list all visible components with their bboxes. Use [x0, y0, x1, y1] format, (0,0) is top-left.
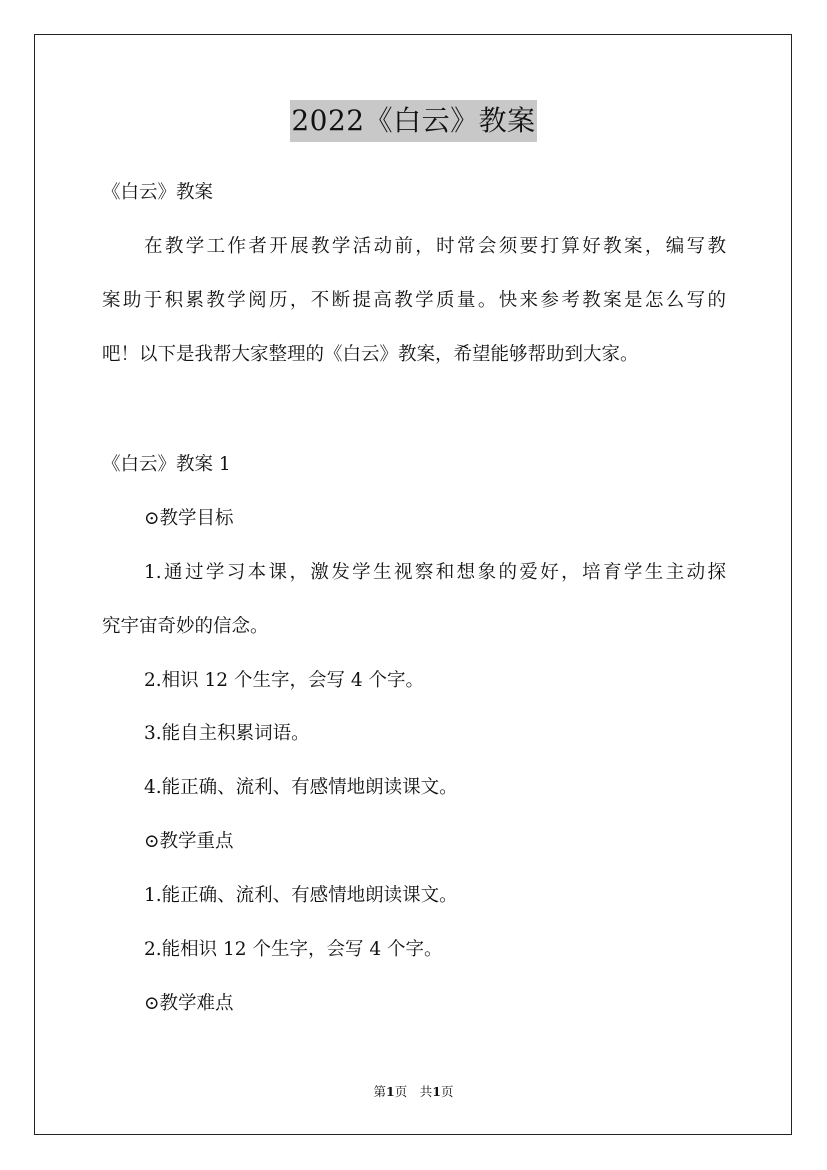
page-number: 1: [386, 1084, 395, 1099]
section-heading: 《白云》教案 1: [102, 454, 231, 475]
page-footer: [0, 1083, 827, 1101]
goal-4: 4.能正确、流利、有感情地朗读课文。: [144, 777, 458, 798]
footer-prefix: 第: [373, 1084, 387, 1099]
footer-middle: 页 共: [394, 1084, 433, 1099]
goals-heading: ⊙教学目标: [144, 508, 234, 529]
intro-line-2: 案助于积累教学阅历，不断提高教学质量。快来参考教案是怎么写的: [102, 290, 726, 311]
intro-line-1: 在教学工作者开展教学活动前，时常会须要打算好教案，编写教: [144, 236, 726, 257]
goal-2: 2.相识 12 个生字，会写 4 个字。: [144, 670, 424, 691]
document-title: 2022《白云》教案: [290, 100, 536, 142]
intro-line-3: 吧！以下是我帮大家整理的《白云》教案，希望能够帮助到大家。: [102, 344, 639, 365]
goal-3: 3.能自主积累词语。: [144, 723, 310, 744]
difficulty-heading: ⊙教学难点: [144, 993, 234, 1014]
page-total: 1: [432, 1084, 441, 1099]
key-2: 2.能相识 12 个生字，会写 4 个字。: [144, 939, 443, 960]
title-container: [0, 100, 827, 142]
subtitle: 《白云》教案: [102, 182, 214, 203]
goal-1-line-2: 究宇宙奇妙的信念。: [102, 616, 269, 637]
key-1: 1.能正确、流利、有感情地朗读课文。: [144, 885, 458, 906]
goal-1-line-1: 1.通过学习本课，激发学生视察和想象的爱好，培育学生主动探: [144, 562, 726, 583]
footer-suffix: 页: [440, 1084, 454, 1099]
key-heading: ⊙教学重点: [144, 831, 234, 852]
